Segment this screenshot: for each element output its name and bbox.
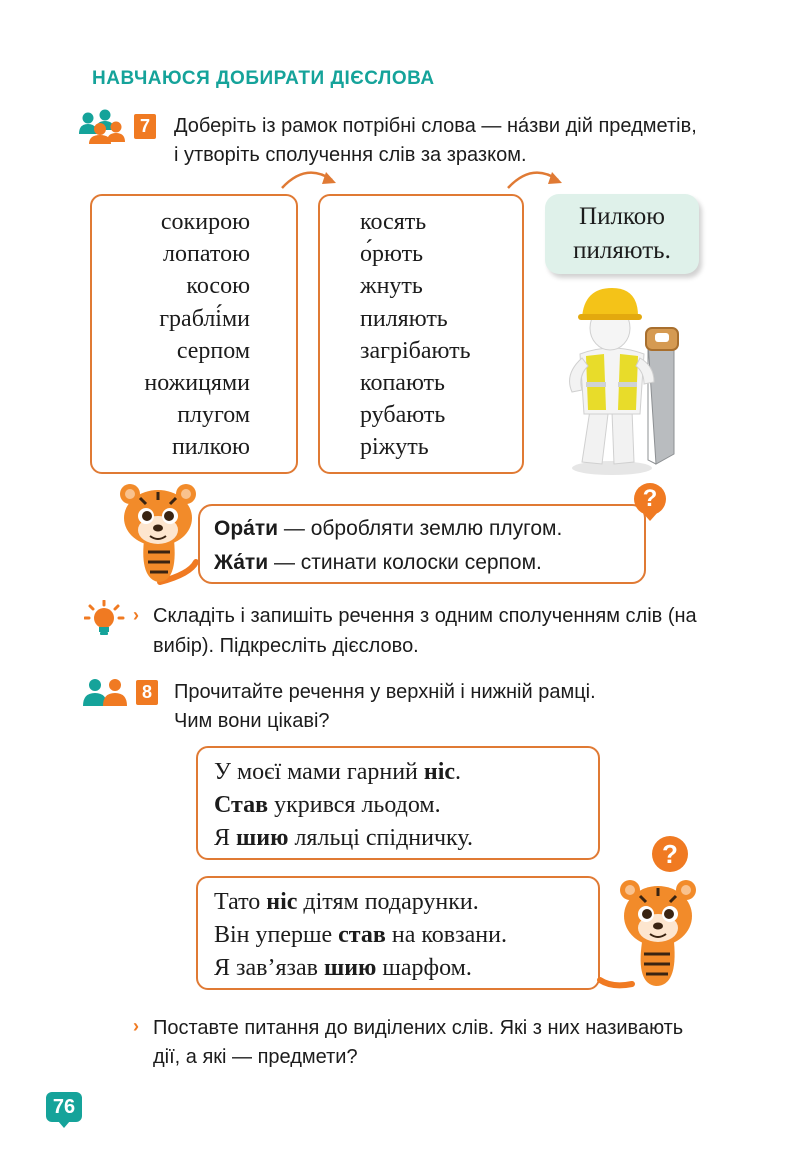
highlighted-word: шию — [236, 825, 289, 851]
definition-text: — обробляти землю плугом. — [278, 517, 563, 540]
example-line2: пиляють. — [573, 237, 671, 264]
subtask-7-line2: вибір). Підкресліть дієслово. — [153, 635, 419, 657]
task-8-number: 8 — [136, 680, 158, 705]
question-icon: ? — [634, 483, 666, 515]
definition-term: Жа́ти — [214, 551, 269, 574]
sentence-line: У моєї мами гарний ніс. — [214, 759, 462, 785]
sentence-line: Тато ніс дітям подарунки. — [214, 889, 479, 915]
sentence-line: Став укрився льодом. — [214, 792, 441, 818]
page-number: 76 — [46, 1092, 82, 1122]
pair-work-icon — [82, 678, 128, 706]
bottom-sentence-box — [196, 876, 600, 990]
tool-word: серпом — [176, 337, 250, 364]
highlighted-word: ніс — [423, 759, 456, 785]
top-sentence-box — [196, 746, 600, 860]
action-word: копають — [360, 370, 445, 397]
question-pointer-icon — [642, 512, 658, 522]
tools-word-box — [90, 194, 298, 474]
definition-line — [214, 546, 630, 580]
highlighted-word: став — [338, 922, 386, 948]
task-7-number: 7 — [134, 114, 156, 139]
action-word: ріжуть — [360, 434, 429, 461]
arrow-icon — [502, 166, 572, 194]
subtask-8-line1: Поставте питання до виділених слів. Які з них називають — [153, 1017, 684, 1039]
action-word: загрібають — [360, 337, 471, 364]
actions-word-box — [318, 194, 524, 474]
definition-text: — стинати колоски серпом. — [268, 551, 542, 574]
action-word: о́рють — [360, 241, 424, 268]
definition-line — [214, 512, 630, 546]
group-work-icon — [78, 108, 126, 144]
page-number-pointer-icon — [58, 1121, 70, 1129]
task-7-instruction-line1: Доберіть із рамок потрібні слова — на́зви дій предметів, — [174, 115, 697, 137]
sentence-line: Я зав’язав шию шарфом. — [214, 955, 472, 981]
action-word: косять — [360, 209, 427, 235]
action-word: жнуть — [360, 273, 423, 300]
arrow-icon — [276, 166, 346, 194]
highlighted-word: Став — [214, 792, 269, 818]
tool-word: косою — [186, 273, 250, 300]
subtask-8-line2: дії, а які — предмети? — [153, 1046, 358, 1068]
worker-with-saw-illustration — [552, 282, 692, 478]
highlighted-word: шию — [323, 955, 377, 981]
tool-word: пилкою — [171, 434, 250, 461]
tool-word: ножицями — [144, 370, 250, 397]
example-bubble — [545, 194, 699, 274]
tool-word: плугом — [177, 402, 250, 429]
sentence-line: Я шию ляльці спідничку. — [214, 825, 473, 851]
action-word: рубають — [360, 402, 446, 429]
task-8-instruction-line1: Прочитайте речення у верхній і нижній рамці. — [174, 681, 596, 703]
task-8-instruction-line2: Чим вони цікаві? — [174, 710, 330, 732]
tool-word: лопатою — [163, 241, 250, 268]
chevron-right-icon: › — [133, 605, 139, 625]
definition-term: Ора́ти — [214, 517, 279, 540]
example-line1: Пилкою — [579, 203, 665, 230]
action-word: пиляють — [360, 305, 448, 332]
task-7-instruction-line2: і утворіть сполучення слів за зразком. — [174, 144, 527, 166]
lightbulb-icon — [84, 600, 128, 638]
sentence-line: Він уперше став на ковзани. — [214, 922, 507, 948]
question-icon: ? — [652, 836, 688, 872]
tool-word: сокирою — [160, 209, 250, 235]
tool-word: граблі́ми — [159, 305, 250, 332]
section-title: НАВЧАЮСЯ ДОБИРАТИ ДІЄСЛОВА — [92, 68, 435, 89]
highlighted-word: ніс — [266, 889, 298, 915]
definitions-box — [198, 504, 646, 584]
subtask-7-line1: Складіть і запишіть речення з одним сполученням слів (на — [153, 605, 697, 627]
chevron-right-icon: › — [133, 1016, 139, 1036]
tiger-mascot-illustration — [592, 872, 712, 992]
